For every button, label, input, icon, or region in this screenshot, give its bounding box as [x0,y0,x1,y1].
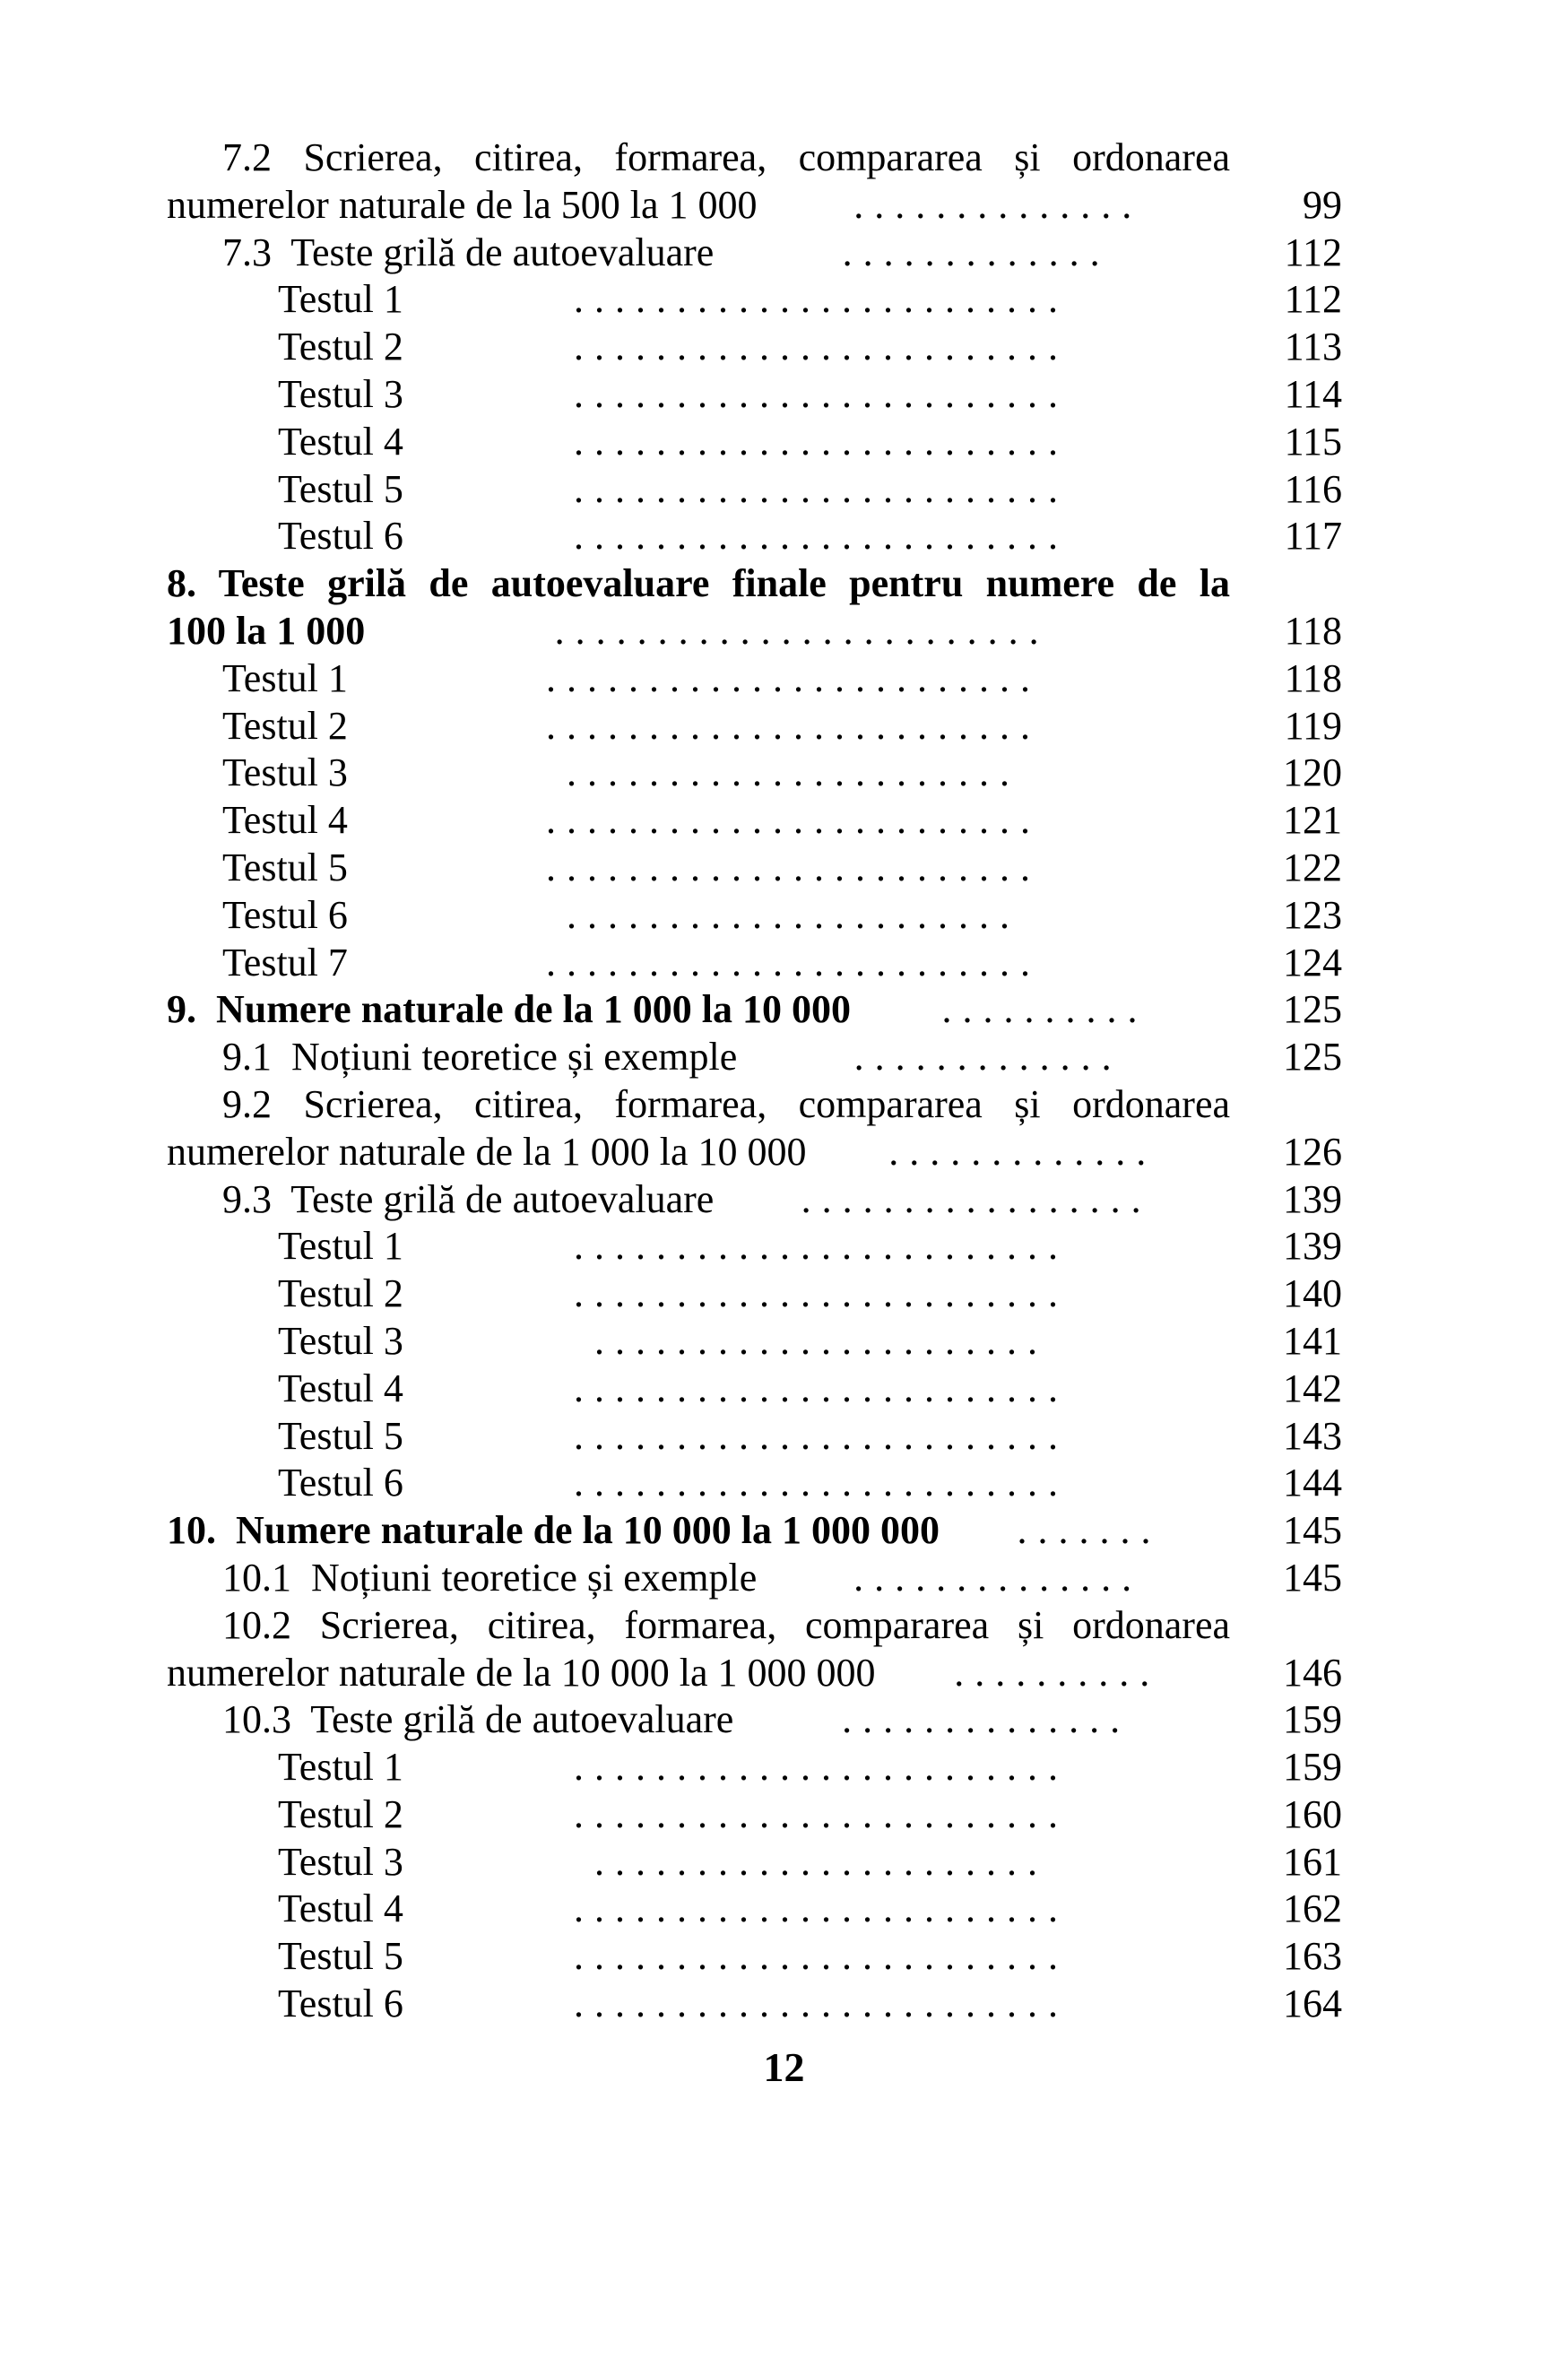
toc-entry-label: Testul 6 [222,892,348,937]
toc-entry [167,845,1342,892]
toc-entry-leader-dots: ........................ [573,1224,1069,1269]
toc-entry-label: 10.1 Noțiuni teoretice și exemple [222,1555,758,1600]
toc-entry [167,276,1342,324]
toc-entry-page-number: 120 [1283,750,1342,795]
toc-entry [167,1460,1342,1507]
toc-entry-label: Testul 5 [278,1413,403,1458]
toc-entry [167,1555,1342,1602]
toc-entry-label: Testul 1 [278,1224,403,1269]
toc-entry-label: Testul 4 [278,1886,403,1931]
toc-entry-page-number: 162 [1283,1886,1342,1931]
toc-entry [167,655,1342,703]
toc-entry [167,513,1342,560]
toc-entry-page-number: 160 [1283,1791,1342,1836]
toc-entry-page-number: 141 [1283,1318,1342,1363]
toc-entry-label: Testul 3 [222,750,348,795]
toc-entry [167,1129,1342,1176]
toc-entry-leader-dots: ........................ [573,1366,1069,1410]
toc-entry-leader-dots: ........................ [573,325,1069,369]
toc-entry-page-number: 146 [1283,1650,1342,1695]
toc-entry-leader-dots: ................. [801,1176,1152,1221]
toc-entry [167,1413,1342,1461]
toc-entry [167,1034,1342,1081]
toc-entry-leader-dots: ...................... [593,1318,1048,1363]
toc-entry [167,1886,1342,1933]
toc-entry-leader-dots: ...................... [566,750,1020,795]
toc-entry-label: 9. Numere naturale de la 1 000 la 10 000 [167,987,852,1032]
toc-entry [167,1981,1342,2028]
toc-entry-leader-dots: ........................ [573,1745,1069,1790]
toc-entry-leader-dots: ........................ [573,277,1069,322]
toc-entry-label: Testul 2 [222,703,348,748]
toc-entry-leader-dots: ............. [888,1129,1157,1174]
toc-entry-label: 7.3 Teste grilă de autoevaluare [222,230,715,274]
toc-entry-leader-dots: ........................ [573,466,1069,511]
toc-entry-page-number: 121 [1283,798,1342,843]
document-page [0,134,1568,2359]
toc-entry-label: Testul 3 [278,371,403,416]
toc-entry-page-number: 143 [1283,1413,1342,1458]
toc-entry-leader-dots: ....... [1017,1508,1162,1553]
toc-entry-page-number: 124 [1283,940,1342,984]
toc-entry-label: Testul 3 [278,1318,403,1363]
toc-entry-label: 10. Numere naturale de la 10 000 la 1 000 000 [167,1508,940,1553]
toc-entry [167,324,1342,371]
toc-entry-label: Testul 2 [278,1791,403,1836]
toc-entry-leader-dots: ...................... [593,1839,1048,1884]
toc-entry-leader-dots: ........................ [573,419,1069,464]
toc-entry [167,1366,1342,1413]
toc-entry [167,1650,1342,1697]
toc-entry-wrapped-line: 7.2 Scrierea, citirea, formarea, compararea și ordonarea [222,135,1230,179]
toc-entry-leader-dots: ........................ [545,940,1041,984]
toc-entry [167,892,1342,940]
toc-entry-leader-dots: .......... [954,1650,1161,1695]
toc-entry-page-number: 140 [1283,1271,1342,1316]
toc-entry-page-number: 112 [1284,277,1342,322]
toc-entry [167,1318,1342,1366]
toc-entry [167,750,1342,797]
toc-entry [167,1791,1342,1839]
toc-entry-page-number: 118 [1284,608,1342,653]
toc-entry-label: Testul 1 [222,655,348,700]
toc-entry [167,1696,1342,1744]
toc-entry-page-number: 161 [1283,1839,1342,1884]
toc-entry-page-number: 125 [1283,1035,1342,1080]
toc-entry-label: Testul 6 [278,514,403,559]
toc-entry-label: Testul 6 [278,1982,403,2026]
toc-entry [167,1271,1342,1318]
toc-entry-wrapped-line: 9.2 Scrierea, citirea, formarea, compararea și ordonarea [222,1081,1230,1126]
toc-entry-leader-dots: .............. [853,1555,1143,1600]
toc-entry-leader-dots: ........................ [573,1271,1069,1316]
toc-entry-page-number: 145 [1283,1508,1342,1553]
toc-entry-leader-dots: ........................ [545,703,1041,748]
toc-entry-leader-dots: ........................ [573,1982,1069,2026]
toc-entry-leader-dots: .......... [941,987,1148,1032]
toc-entry [167,703,1342,750]
toc-entry-page-number: 125 [1283,987,1342,1032]
toc-entry-page-number: 159 [1283,1697,1342,1742]
toc-entry [167,1223,1342,1271]
toc-entry-label: Testul 5 [278,466,403,511]
toc-entry-label: Testul 6 [278,1461,403,1505]
toc-entry [167,1744,1342,1791]
toc-entry-wrapped-line: 8. Teste grilă de autoevaluare finale pentru numere de la [167,561,1230,606]
toc-entry-leader-dots: ........................ [573,1934,1069,1979]
toc-entry [167,608,1342,655]
toc-entry-label: Testul 5 [278,1934,403,1979]
toc-entry-page-number: 113 [1284,325,1342,369]
toc-entry-label: 100 la 1 000 [167,608,366,653]
toc-entry-label: Testul 1 [278,1745,403,1790]
toc-entry-wrapped-line: 10.2 Scrierea, citirea, formarea, compararea și ordonarea [222,1602,1230,1647]
toc-entry-leader-dots: ........................ [573,1461,1069,1505]
toc-entry-leader-dots: ........................ [573,1791,1069,1836]
toc-entry-page-number: 139 [1283,1176,1342,1221]
toc-entry-page-number: 159 [1283,1745,1342,1790]
toc-entry-label: 10.3 Teste grilă de autoevaluare [222,1697,734,1742]
toc-entry-label: Testul 2 [278,325,403,369]
toc-entry-page-number: 163 [1283,1934,1342,1979]
toc-entry [167,797,1342,845]
toc-entry-page-number: 117 [1284,514,1342,559]
toc-entry-leader-dots: ........................ [573,371,1069,416]
toc-entry-page-number: 164 [1283,1982,1342,2026]
toc-entry-page-number: 144 [1283,1461,1342,1505]
toc-entry-label: 9.3 Teste grilă de autoevaluare [222,1176,715,1221]
toc-entry [167,466,1342,514]
toc-entry [167,230,1342,277]
toc-entry [167,182,1342,230]
toc-entry-page-number: 126 [1283,1129,1342,1174]
toc-entry-label: Testul 7 [222,940,348,984]
toc-entry [167,419,1342,466]
toc-entry-label: numerelor naturale de la 10 000 la 1 000 000 [167,1650,876,1695]
toc-entry-label: Testul 3 [278,1839,403,1884]
toc-entry-label: Testul 5 [222,845,348,889]
toc-entry [167,1176,1342,1224]
table-of-contents [167,134,1342,2028]
toc-entry-leader-dots: ........................ [573,1886,1069,1931]
toc-entry-leader-dots: ........................ [554,608,1050,653]
toc-entry [167,1507,1342,1555]
toc-entry-leader-dots: ...................... [566,892,1020,937]
toc-entry [167,986,1342,1034]
toc-entry-leader-dots: ............. [842,230,1111,274]
toc-entry-page-number: 114 [1284,371,1342,416]
toc-entry-leader-dots: ............. [853,1035,1122,1080]
toc-entry [167,1933,1342,1981]
toc-entry-label: Testul 4 [222,798,348,843]
toc-entry-label: Testul 4 [278,1366,403,1410]
toc-entry-page-number: 99 [1303,182,1342,227]
toc-entry-page-number: 116 [1284,466,1342,511]
toc-entry-leader-dots: ........................ [573,514,1069,559]
toc-entry-label: Testul 2 [278,1271,403,1316]
toc-entry-leader-dots: ........................ [545,655,1041,700]
toc-entry-label: 9.1 Noțiuni teoretice și exemple [222,1035,738,1080]
page-number-footer: 12 [763,2043,805,2090]
toc-entry-page-number: 139 [1283,1224,1342,1269]
toc-entry-leader-dots: ........................ [545,845,1041,889]
toc-entry-page-number: 119 [1284,703,1342,748]
toc-entry-page-number: 123 [1283,892,1342,937]
toc-entry-page-number: 142 [1283,1366,1342,1410]
toc-entry-leader-dots: ........................ [545,798,1041,843]
toc-entry-label: numerelor naturale de la 1 000 la 10 000 [167,1129,807,1174]
toc-entry-leader-dots: .............. [842,1697,1131,1742]
toc-entry-page-number: 112 [1284,230,1342,274]
toc-entry [167,940,1342,987]
toc-entry [167,1839,1342,1886]
toc-entry-leader-dots: ........................ [573,1413,1069,1458]
toc-entry-label: Testul 1 [278,277,403,322]
toc-entry-page-number: 122 [1283,845,1342,889]
toc-entry-leader-dots: .............. [853,182,1143,227]
toc-entry-page-number: 115 [1284,419,1342,464]
toc-entry-page-number: 145 [1283,1555,1342,1600]
toc-entry-label: numerelor naturale de la 500 la 1 000 [167,182,758,227]
toc-entry [167,371,1342,419]
toc-entry-label: Testul 4 [278,419,403,464]
toc-entry-page-number: 118 [1284,655,1342,700]
